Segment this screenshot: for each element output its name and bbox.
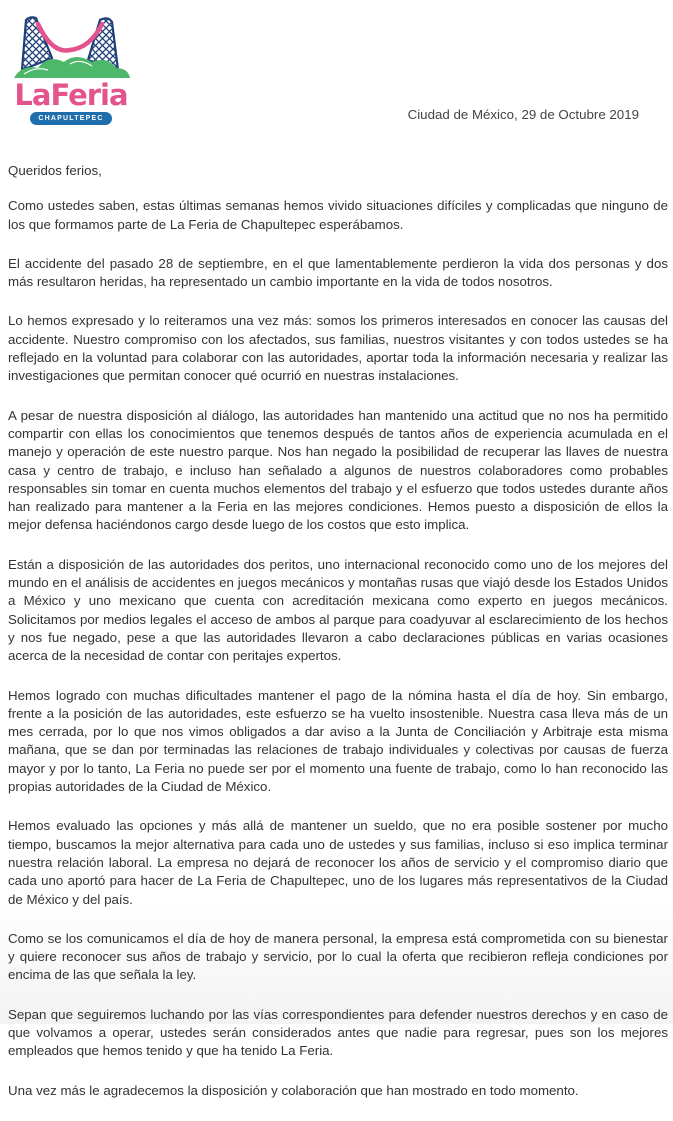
logo-subtitle: CHAPULTEPEC	[30, 112, 112, 125]
letter-paragraph: Sepan que seguiremos luchando por las vías correspondientes para defender nuestros derechos y en caso de que volvamos a operar, ustedes serán considerados antes que nadie para regresar, pues son los mejores empleados que hemos tenido y que ha tenido La Feria.	[8, 1006, 668, 1059]
letter-paragraph: Están a disposición de las autoridades dos peritos, uno internacional reconocido como uno de los mejores del mundo en el análisis de accidentes en juegos mecánicos y montañas rusas que viajó desde los Estados Unidos a México y uno mexicano que cuenta con acreditación mexicana como experto en juegos mecánicos. Solicitamos por medios legales el acceso de ambos al parque para coadyuvar al esclarecimiento de los hechos y nos fue negado, pese a que las autoridades llevaron a cabo declaraciones públicas en varias ocasiones acerca de la necesidad de contar con peritajes expertos.	[8, 556, 668, 664]
letter-paragraph: Una vez más le agradecemos la disposición y colaboración que han mostrado en todo momento.	[8, 1082, 579, 1098]
letter-paragraph: Lo hemos expresado y lo reiteramos una vez más: somos los primeros interesados en conocer las causas del accidente. Nuestro compromiso con los afectados, sus familias, nuestros visitantes y con todos ustedes se ha reflejado en la voluntad para colaborar con las autoridades, aportar toda la información necesaria y realizar las investigaciones que permitan conocer qué ocurrió en nuestras instalaciones.	[8, 313, 668, 384]
letter-body	[8, 162, 668, 1121]
letter-paragraph: Hemos logrado con muchas dificultades mantener el pago de la nómina hasta el día de hoy. Sin embargo, frente a la posición de las autoridades, este esfuerzo se ha vuelto insostenible. Nuestra casa lleva más de un mes cerrada, por lo que nos vimos obligados a dar aviso a la Junta de Conciliación y Arbitraje esta misma mañana, que se dan por terminadas las relaciones de trabajo individuales y colectivas por causas de fuerza mayor y por lo tanto, La Feria no puede ser por el momento una fuente de trabajo, como lo han reconocido las propias autoridades de la Ciudad de México.	[8, 687, 668, 795]
letter-paragraph: El accidente del pasado 28 de septiembre, en el que lamentablemente perdieron la vida dos personas y dos más resultaron heridas, ha representado un cambio importante en la vida de todos nosotros.	[8, 255, 668, 290]
letter-paragraph: Hemos evaluado las opciones y más allá de mantener un sueldo, que no era posible sostener por mucho tiempo, buscamos la mejor alternativa para cada uno de ustedes y sus familias, incluso si eso implica terminar nuestra relación laboral. La empresa no dejará de reconocer los años de servicio y el compromiso diario que cada uno aportó para hacer de La Feria de Chapultepec, uno de los lugares más representativos de la Ciudad de México y del país.	[8, 818, 668, 907]
logo-wordmark: LaFeria	[14, 78, 128, 112]
letter-date: Ciudad de México, 29 de Octubre 2019	[407, 107, 639, 122]
letter-greeting: Queridos ferios,	[8, 163, 102, 178]
letter-paragraph: A pesar de nuestra disposición al diálogo, las autoridades han mantenido una actitud que no nos ha permitido compartir con ellas los conocimientos que tenemos después de tantos años de experiencia acumulada en el manejo y operación de este nuestro parque. Nos han negado la posibilidad de recuperar las llaves de nuestra casa y centro de trabajo, e incluso han señalado a algunos de nuestros colaboradores como probables responsables sin tomar en cuenta muchos elementos del trabajo y el esfuerzo que todos ustedes durante años han realizado para mantener a la Feria en las mejores condiciones. Hemos puesto a disposición de ellos la mejor defensa haciéndonos cargo desde luego de los costos que esto implica.	[8, 407, 668, 533]
letter-paragraph: Como se los comunicamos el día de hoy de manera personal, la empresa está comprometida con su bienestar y quiere reconocer sus años de trabajo y servicio, por lo cual la oferta que recibieron refleja condiciones por encima de las que señala la ley.	[8, 930, 668, 983]
letter-paragraph: Como ustedes saben, estas últimas semanas hemos vivido situaciones difíciles y complicadas que ninguno de los que formamos parte de La Feria de Chapultepec esperábamos.	[8, 198, 668, 232]
roller-coaster-icon	[8, 14, 134, 86]
la-feria-logo	[8, 14, 134, 126]
